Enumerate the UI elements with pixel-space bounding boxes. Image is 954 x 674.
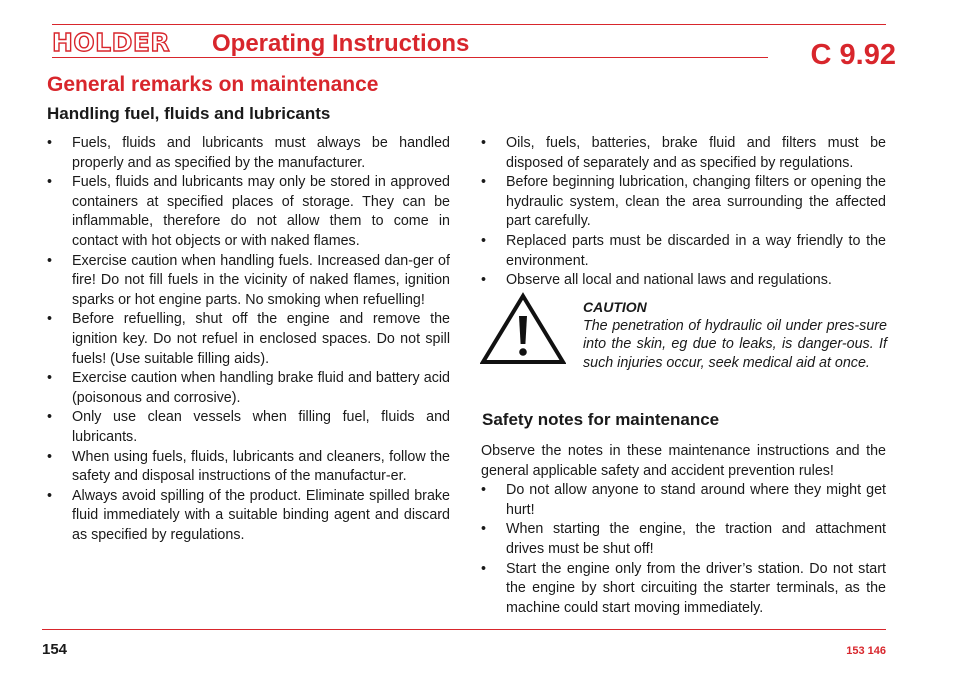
caution-note: [583, 298, 887, 372]
section-heading: General remarks on maintenance: [47, 73, 379, 96]
list-item: • Exercise caution when handling fuels. Increased dan-ger of fire! Do not fill fuels in the vicinity of naked flames, ignition sparks or hot engine parts. No smoking when refuelling!: [47, 252, 450, 311]
right-column-bottom: [481, 442, 886, 618]
warning-triangle-icon: [480, 292, 566, 366]
subheading-safety-notes: Safety notes for maintenance: [482, 410, 720, 429]
safety-list: [481, 481, 886, 618]
list-item: • Observe all local and national laws and regulations.: [481, 271, 886, 291]
list-item: • When using fuels, fluids, lubricants and cleaners, follow the safety and disposal instructions of the manufactur-er.: [47, 448, 450, 487]
right-column-top: [481, 134, 886, 291]
section-code: C 9.92: [810, 39, 896, 71]
list-item: • Exercise caution when handling brake fluid and battery acid (poisonous and corrosive).: [47, 369, 450, 408]
disposal-list: [481, 134, 886, 291]
subheading-fuel-handling: Handling fuel, fluids and lubricants: [47, 104, 331, 123]
document-number: 153 146: [846, 645, 886, 657]
left-column: [47, 134, 450, 545]
list-item: • Only use clean vessels when filling fuel, fluids and lubricants.: [47, 408, 450, 447]
list-item: • Fuels, fluids and lubricants may only be stored in approved containers at specified places of storage. They can be inflammable, therefore do not allow them to come in contact with hot objects or with naked flames.: [47, 173, 450, 251]
list-item: • Fuels, fluids and lubricants must always be handled properly and as specified by the manufacturer.: [47, 134, 450, 173]
list-item: • Before beginning lubrication, changing filters or opening the hydraulic system, clean the area surrounding the affected part carefully.: [481, 173, 886, 232]
list-item: • Replaced parts must be discarded in a way friendly to the environment.: [481, 232, 886, 271]
list-item: • Before refuelling, shut off the engine and remove the ignition key. Do not refuel in enclosed spaces. Do not spill fuels! (Use suitable filling aids).: [47, 310, 450, 369]
safety-intro: Observe the notes in these maintenance instructions and the general applicable safety and accident prevention rules!: [481, 443, 886, 479]
caution-label: CAUTION: [583, 299, 647, 315]
list-item: • Oils, fuels, batteries, brake fluid and filters must be disposed of separately and as specified by regulations.: [481, 134, 886, 173]
page-number: 154: [42, 641, 68, 658]
list-item: • Always avoid spilling of the product. Eliminate spilled brake fluid immediately with a suitable binding agent and discard as specified by regulations.: [47, 487, 450, 546]
holder-logo: HOLDER: [52, 28, 171, 57]
caution-text: The penetration of hydraulic oil under pres-sure into the skin, eg due to leaks, is danger-ous. If such injuries occur, seek medical aid at once.: [583, 317, 887, 371]
fuel-handling-list: [47, 134, 450, 545]
document-title: Operating Instructions: [212, 30, 470, 57]
list-item: • Start the engine only from the driver’s station. Do not start the engine by short circuiting the starter terminals, as the machine could start moving immediately.: [481, 560, 886, 619]
list-item: • Do not allow anyone to stand around where they might get hurt!: [481, 481, 886, 520]
list-item: • When starting the engine, the traction and attachment drives must be shut off!: [481, 520, 886, 559]
header-top-rule: [52, 24, 886, 25]
header-title-rule: [52, 57, 768, 58]
footer-rule: [42, 629, 886, 630]
